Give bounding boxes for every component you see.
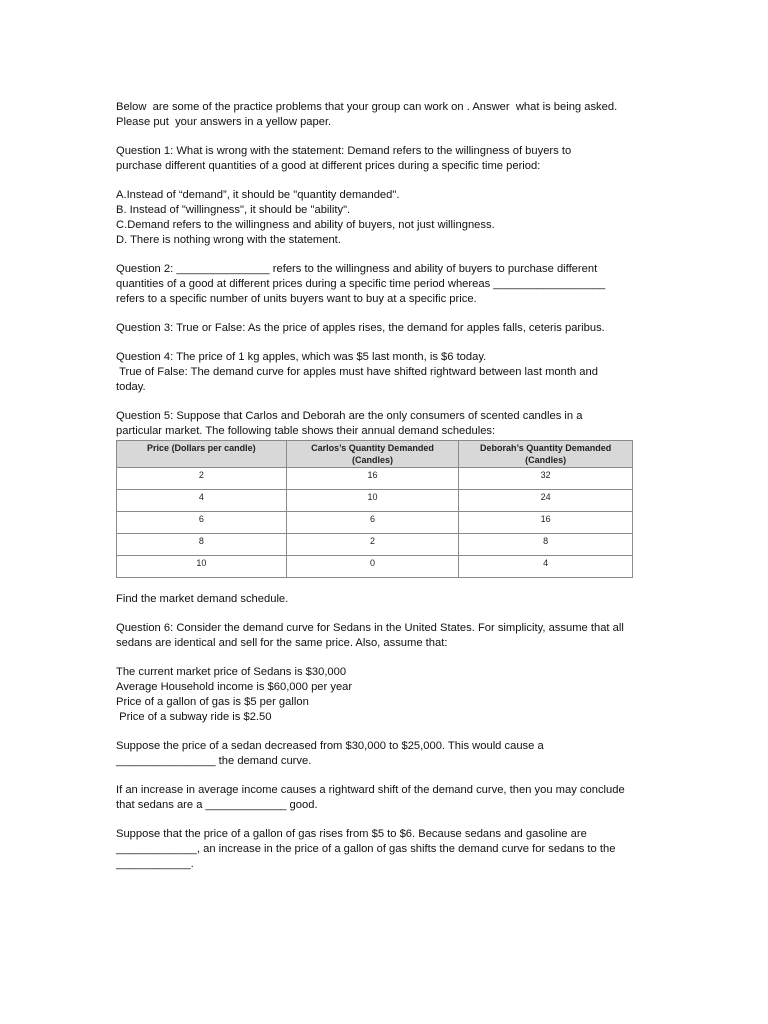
cell-price: 2 (117, 468, 287, 490)
cell-deborah: 16 (459, 512, 633, 534)
table-row (117, 556, 633, 578)
question-4-line: True of False: The demand curve for apples must have shifted rightward between last month and (116, 366, 598, 378)
table-row (117, 512, 633, 534)
cell-deborah: 24 (459, 490, 633, 512)
question-2-line: refers to a specific number of units buyers want to buy at a specific price. (116, 293, 477, 305)
table-header-row (117, 441, 633, 468)
part-c-line: ____________. (116, 858, 194, 870)
part-b-line: If an increase in average income causes a rightward shift of the demand curve, then you may conclude (116, 784, 625, 796)
part-c-line: Suppose that the price of a gallon of gas rises from $5 to $6. Because sedans and gasoline are (116, 828, 587, 840)
question-3: Question 3: True or False: As the price of apples rises, the demand for apples falls, ceteris paribus. (116, 322, 605, 334)
assumption-line: Price of a gallon of gas is $5 per gallon (116, 696, 309, 708)
part-a-line: Suppose the price of a sedan decreased from $30,000 to $25,000. This would cause a (116, 740, 544, 752)
header-deborah: Deborah’s Quantity Demanded (Candles) (459, 441, 633, 468)
question-1-stem: purchase different quantities of a good at different prices during a specific time period: (116, 160, 541, 172)
header-carlos: Carlos’s Quantity Demanded (Candles) (286, 441, 459, 468)
question-1 (116, 144, 656, 248)
cell-carlos: 2 (286, 534, 459, 556)
cell-price: 8 (117, 534, 287, 556)
cell-carlos: 16 (286, 468, 459, 490)
assumption-line: The current market price of Sedans is $30,000 (116, 666, 347, 678)
part-b-line: that sedans are a _____________ good. (116, 799, 318, 811)
question-2-line: Question 2: _______________ refers to the willingness and ability of buyers to purchase different (116, 263, 598, 275)
cell-deborah: 4 (459, 556, 633, 578)
question-5-task: Find the market demand schedule. (116, 593, 289, 605)
intro-paragraph (116, 100, 656, 130)
question-2-line: quantities of a good at different prices during a specific time period whereas __________________ (116, 278, 606, 290)
option-b: B. Instead of "willingness", it should be "ability". (116, 204, 351, 216)
table-row (117, 534, 633, 556)
cell-deborah: 32 (459, 468, 633, 490)
question-5 (116, 409, 656, 607)
part-c-line: _____________, an increase in the price of a gallon of gas shifts the demand curve for sedans to the (116, 843, 616, 855)
question-4 (116, 350, 656, 395)
table-row (117, 468, 633, 490)
header-price: Price (Dollars per candle) (117, 441, 287, 468)
cell-price: 4 (117, 490, 287, 512)
part-a-line: ________________ the demand curve. (116, 755, 312, 767)
cell-carlos: 0 (286, 556, 459, 578)
option-d: D. There is nothing wrong with the statement. (116, 234, 341, 246)
option-a: A.Instead of “demand”, it should be "quantity demanded". (116, 189, 400, 201)
question-2 (116, 262, 656, 307)
intro-line: Please put your answers in a yellow paper. (116, 116, 332, 128)
cell-price: 6 (117, 512, 287, 534)
question-1-stem: Question 1: What is wrong with the statement: Demand refers to the willingness of buyers to (116, 145, 572, 157)
table-row (117, 490, 633, 512)
intro-line: Below are some of the practice problems that your group can work on . Answer what is being asked. (116, 101, 618, 113)
question-4-line: Question 4: The price of 1 kg apples, which was $5 last month, is $6 today. (116, 351, 487, 363)
question-4-line: today. (116, 381, 146, 393)
question-6 (116, 621, 656, 872)
question-6-stem: Question 6: Consider the demand curve for Sedans in the United States. For simplicity, assume that all (116, 622, 624, 634)
cell-price: 10 (117, 556, 287, 578)
cell-deborah: 8 (459, 534, 633, 556)
document-page (116, 100, 656, 872)
question-6-stem: sedans are identical and sell for the same price. Also, assume that: (116, 637, 448, 649)
demand-schedule-table (116, 440, 633, 578)
cell-carlos: 10 (286, 490, 459, 512)
question-5-stem: particular market. The following table shows their annual demand schedules: (116, 425, 496, 437)
question-5-stem: Question 5: Suppose that Carlos and Deborah are the only consumers of scented candles in a (116, 410, 583, 422)
assumption-line: Price of a subway ride is $2.50 (116, 711, 272, 723)
cell-carlos: 6 (286, 512, 459, 534)
assumption-line: Average Household income is $60,000 per year (116, 681, 353, 693)
option-c: C.Demand refers to the willingness and ability of buyers, not just willingness. (116, 219, 495, 231)
